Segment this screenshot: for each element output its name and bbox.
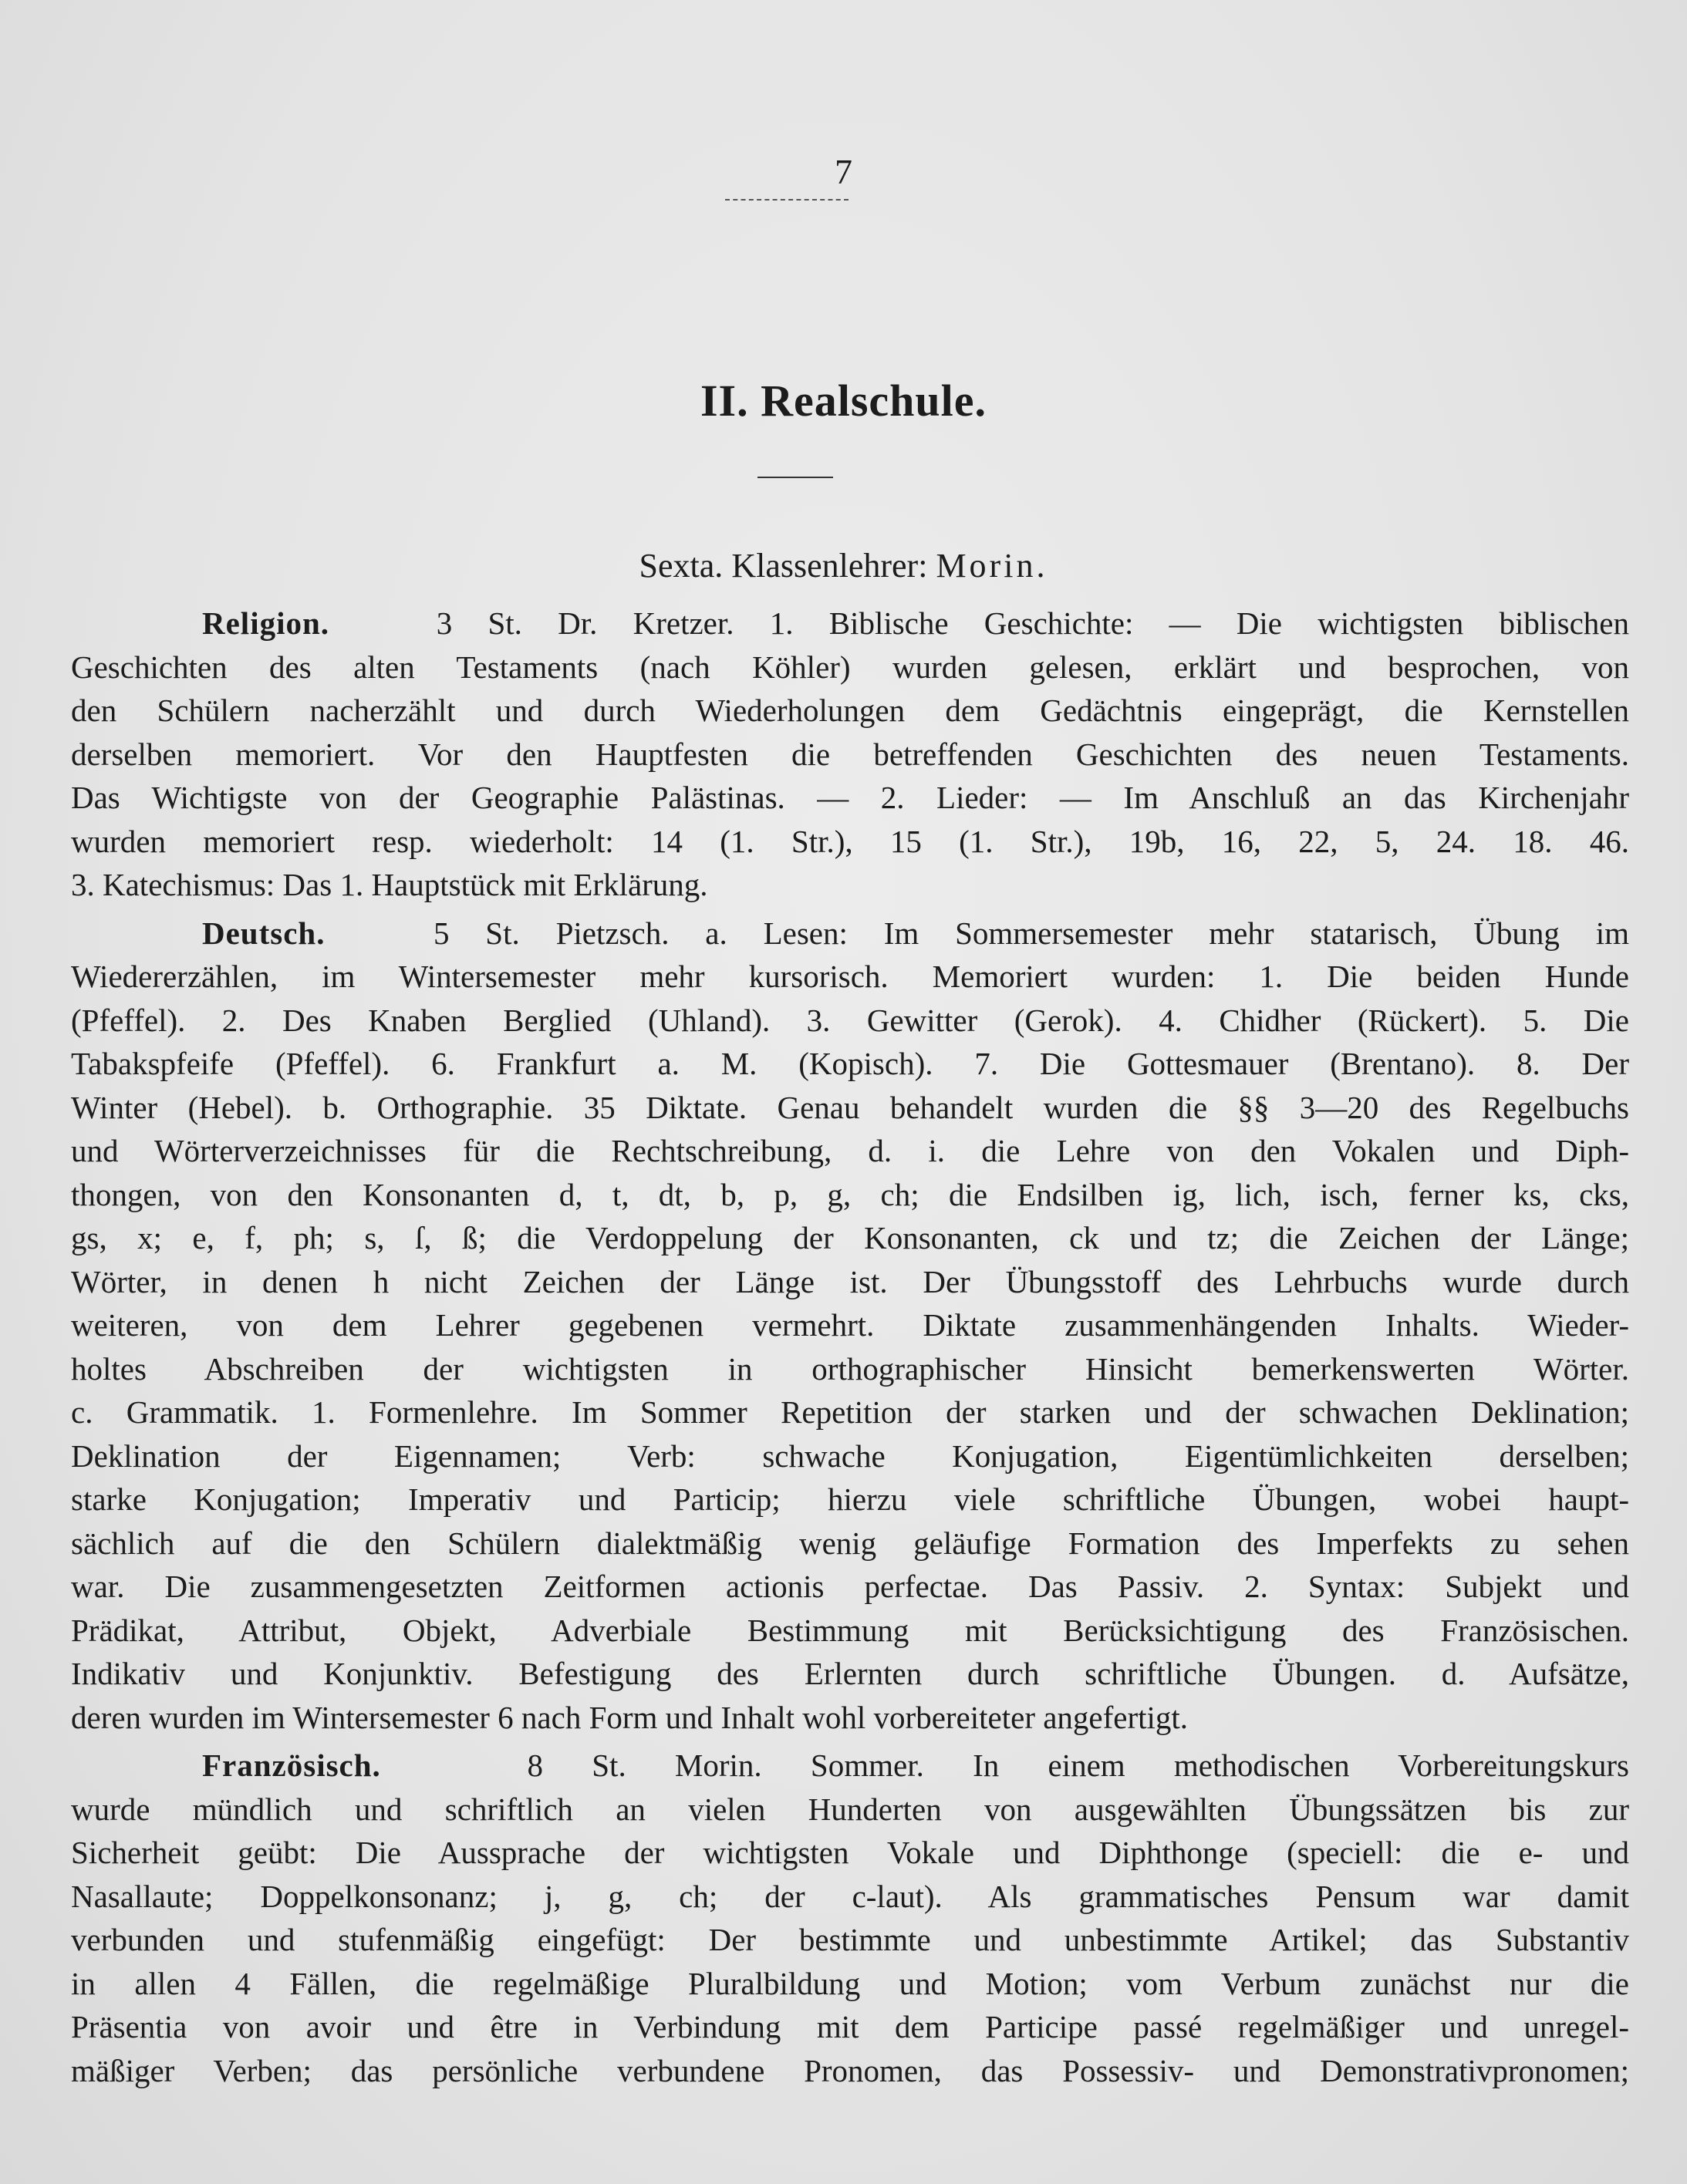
teacher-name: Morin. [936,547,1048,585]
text-line: Präsentia von avoir und être in Verbindung mit dem Participe passé regelmäßiger und unregel- [71,2009,1629,2044]
class-subheading [0,546,1687,585]
body-text [71,602,1629,2092]
text-line: sächlich auf die den Schülern dialektmäßig wenig geläufige Formation des Imperfekts zu sehen [71,1525,1629,1561]
text-line: 3. Katechismus: Das 1. Hauptstück mit Erklärung. [71,867,708,902]
section-heading: II. Realschule. [700,376,987,426]
text-line: Das Wichtigste von der Geographie Palästinas. — 2. Lieder: — Im Anschluß an das Kirchenjahr [71,780,1629,815]
text-line: Prädikat, Attribut, Objekt, Adverbiale Bestimmung mit Berücksichtigung des Französischen. [71,1612,1629,1648]
page-number: 7 [835,152,852,191]
text-line: holtes Abschreiben der wichtigsten in orthographischer Hinsicht bemerkenswerten Wörter. [71,1350,1629,1387]
heading-rule [757,477,833,478]
text-line: wurde mündlich und schriftlich an vielen Hunderten von ausgewählten Übungssätzen bis zur [71,1791,1629,1827]
text-line: deren wurden im Wintersemester 6 nach Form und Inhalt wohl vorbereiteter angefertigt. [71,1699,1189,1735]
text-line: Sicherheit geübt: Die Aussprache der wichtigsten Vokale und Diphthonge (speciell: die e- und [71,1835,1629,1870]
text-line: starke Konjugation; Imperativ und Particip; hierzu viele schriftliche Übungen, wobei haupt- [71,1481,1629,1517]
text-line: (Pfeffel). 2. Des Knaben Berglied (Uhland). 3. Gewitter (Gerok). 4. Chidher (Rückert). 5. Die [71,1002,1629,1038]
text-line: Tabakspfeife (Pfeffel). 6. Frankfurt a. M. (Kopisch). 7. Die Gottesmauer (Brentano). 8. Der [71,1046,1629,1081]
text-line: Indikativ und Konjunktiv. Befestigung des Erlernten durch schriftliche Übungen. d. Aufsätze, [71,1656,1629,1691]
subject-religion: Religion. [202,605,330,641]
text-line: c. Grammatik. 1. Formenlehre. Im Sommer Repetition der starken und der schwachen Deklination; [71,1394,1629,1430]
text-line: Nasallaute; Doppelkonsonanz; j, g, ch; der c-laut). Als grammatisches Pensum war damit [71,1878,1629,1914]
text-line: war. Die zusammengesetzten Zeitformen actionis perfectae. Das Passiv. 2. Syntax: Subjekt und [71,1569,1629,1604]
text-line: Wörter, in denen h nicht Zeichen der Länge ist. Der Übungsstoff des Lehrbuchs wurde durch [71,1263,1629,1299]
subject-franzoesisch: Französisch. [202,1748,381,1783]
text-line: Deutsch. 5 St. Pietzsch. a. Lesen: Im Sommersemester mehr statarisch, Übung im [202,915,1629,951]
text-line: Religion. 3 St. Dr. Kretzer. 1. Biblische Geschichte: — Die wichtigsten biblischen [202,605,1629,641]
text-line: Winter (Hebel). b. Orthographie. 35 Diktate. Genau behandelt wurden die §§ 3—20 des Regelbuchs [71,1089,1629,1125]
page-number-rule [725,199,849,201]
text-line: mäßiger Verben; das persönliche verbundene Pronomen, das Possessiv- und Demonstrativpronomen; [71,2052,1629,2088]
text-line: Deklination der Eigennamen; Verb: schwache Konjugation, Eigentümlichkeiten derselben; [71,1437,1629,1474]
section-religion [71,602,1629,907]
teacher-label: Klassenlehrer: [731,547,928,585]
text-line: in allen 4 Fällen, die regelmäßige Pluralbildung und Motion; vom Verbum zunächst nur die [71,1965,1629,2001]
text-line: verbunden und stufenmäßig eingefügt: Der bestimmte und unbestimmte Artikel; das Substantiv [71,1922,1629,1957]
text-line: Französisch. 8 St. Morin. Sommer. In einem methodischen Vorbereitungskurs [202,1748,1629,1783]
section-deutsch [71,912,1629,1740]
text-line: Geschichten des alten Testaments (nach Köhler) wurden gelesen, erklärt und besprochen, von [71,649,1629,685]
text-line: weiteren, von dem Lehrer gegebenen vermehrt. Diktate zusammenhängenden Inhalts. Wieder- [71,1307,1629,1343]
subject-deutsch: Deutsch. [202,915,326,951]
text-line: derselben memoriert. Vor den Hauptfesten die betreffenden Geschichten des neuen Testaments. [71,736,1629,772]
text-line: gs, x; e, f, ph; s, ſ, ß; die Verdoppelung der Konsonanten, ck und tz; die Zeichen der Länge; [71,1220,1629,1255]
text-line: wurden memoriert resp. wiederholt: 14 (1. Str.), 15 (1. Str.), 19b, 16, 22, 5, 24. 18. 46. [71,823,1629,859]
text-line: und Wörterverzeichnisses für die Rechtschreibung, d. i. die Lehre von den Vokalen und Diph- [71,1133,1629,1168]
text-line: Wiedererzählen, im Wintersemester mehr kursorisch. Memoriert wurden: 1. Die beiden Hunde [71,959,1629,994]
text-line: thongen, von den Konsonanten d, t, dt, b, p, g, ch; die Endsilben ig, lich, isch, ferner ks, cks, [71,1176,1629,1212]
class-label: Sexta. [639,547,724,585]
text-line: den Schülern nacherzählt und durch Wiederholungen dem Gedächtnis eingeprägt, die Kernstellen [71,693,1629,728]
section-franzoesisch [71,1744,1629,2092]
